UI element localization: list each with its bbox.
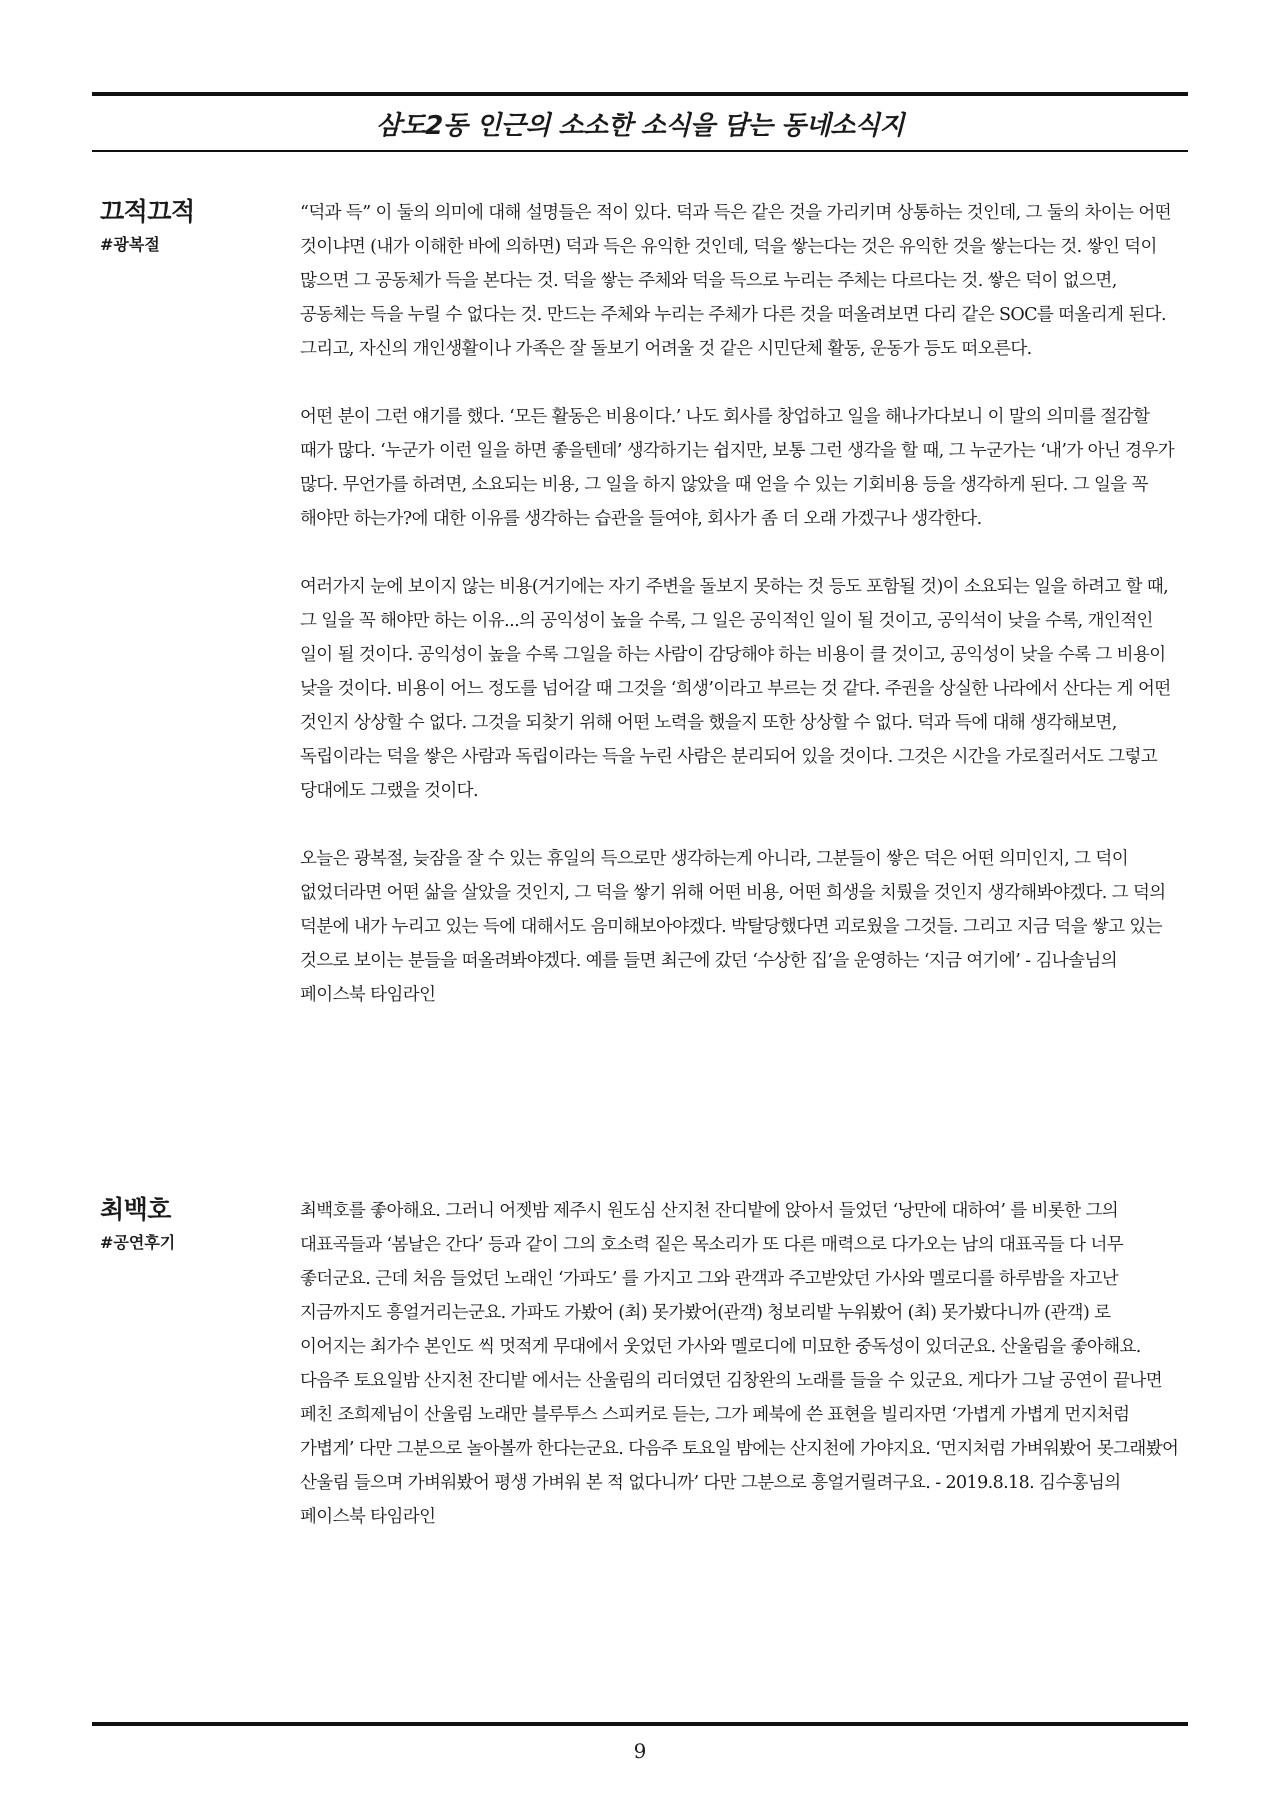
header-bottom-rule	[92, 150, 1188, 152]
header-top-rule	[92, 92, 1188, 96]
section-side	[100, 1194, 280, 1256]
section-hashtag: #광복절	[100, 235, 160, 254]
body-paragraph: 오늘은 광복절, 늦잠을 잘 수 있는 휴일의 득으로만 생각하는게 아니라, 그분들이 쌓은 덕은 어떤 의미인지, 그 덕이 없었더라면 어떤 삶을 살았을 것인지, 그 덕을 쌓기 위해 어떤 비용, 어떤 희생을 치뤘을 것인지 생각해봐야겠다. 그 덕의 덕분에 내가 누리고 있는 득에 대해서도 음미해보아야겠다. 박탈당했다면 괴로웠을 그것들. 그리고 지금 덕을 쌓고 있는 것으로 보이는 분들을 떠올려봐야겠다. 예를 들면 최근에 갔던 ‘수상한 집’을 운영하는 ‘지금 여기에’ - 김나솔님의 페이스북 타임라인	[300, 849, 1166, 1005]
section-body	[300, 196, 1180, 1012]
section-title: 최백호	[100, 1195, 171, 1224]
body-paragraph: 어떤 분이 그런 얘기를 했다. ‘모든 활동은 비용이다.’ 나도 회사를 창업하고 일을 해나가다보니 이 말의 의미를 절감할 때가 많다. ‘누군가 이런 일을 하면 좋을텐데’ 생각하기는 쉽지만, 보통 그런 생각을 할 때, 그 누군가는 ‘내’가 아닌 경우가 많다. 무언가를 하려면, 소요되는 비용, 그 일을 하지 않았을 때 얻을 수 있는 기회비용 등을 생각하게 된다. 그 일을 꼭 해야만 하는가?에 대한 이유를 생각하는 습관을 들여야, 회사가 좀 더 오래 가겠구나 생각한다.	[300, 407, 1175, 529]
section-side	[100, 196, 280, 258]
body-paragraph: 최백호를 좋아해요. 그러니 어젯밤 제주시 원도심 산지천 잔디밭에 앉아서 들었던 ‘낭만에 대하여’ 를 비롯한 그의 대표곡들과 ‘봄날은 간다’ 등과 같이 그의 호소력 짙은 목소리가 또 다른 매력으로 다가오는 남의 대표곡들 다 너무 좋더군요. 근데 처음 들었던 노래인 ‘가파도’ 를 가지고 그와 관객과 주고받았던 가사와 멜로디를 하루밤을 자고난 지금까지도 흥얼거리는군요. 가파도 가봤어 (최) 못가봤어(관객) 청보리밭 누워봤어 (최) 못가봤다니까 (관객) 로 이어지는 최가수 본인도 씩 멋적게 무대에서 웃었던 가사와 멜로디에 미묘한 중독성이 있더군요. 산울림을 좋아해요. 다음주 토요일밤 산지천 잔디밭 에서는 산울림의 리더였던 김창완의 노래를 들을 수 있군요. 게다가 그날 공연이 끝나면 페친 조희제님이 산울림 노래만 블루투스 스피커로 듣는, 그가 페북에 쓴 표현을 빌리자면 ‘가볍게 가볍게 먼지처럼 가볍게’ 다만 그분으로 놀아볼까 한다는군요. 다음주 토요일 밤에는 산지천에 가야지요. ‘먼지처럼 가벼워봤어 못그래봤어 산울림 들으며 가벼워봤어 평생 가벼워 본 적 없다니까’ 다만 그분으로 흥얼거릴려구요. - 2019.8.18. 김수홍님의 페이스북 타임라인	[300, 1201, 1179, 1527]
newsletter-title: 삼도2동 인근의 소소한 소식을 담는 동네소식지	[375, 111, 905, 141]
body-paragraph: 여러가지 눈에 보이지 않는 비용(거기에는 자기 주변을 돌보지 못하는 것 등도 포함될 것)이 소요되는 일을 하려고 할 때, 그 일을 꼭 해야만 하는 이유...의 공익성이 높을 수록, 그 일은 공익적인 일이 될 것이고, 공익석이 낮을 수록, 개인적인 일이 될 것이다. 공익성이 높을 수록 그일을 하는 사람이 감당해야 하는 비용이 클 것이고, 공익성이 낮을 수록 그 비용이 낮을 것이다. 비용이 어느 정도를 넘어갈 때 그것을 ‘희생’이라고 부르는 것 같다. 주권을 상실한 나라에서 산다는 게 어떤 것인지 상상할 수 없다. 그것을 되찾기 위해 어떤 노력을 했을지 또한 상상할 수 없다. 덕과 득에 대해 생각해보면, 독립이라는 덕을 쌓은 사람과 독립이라는 득을 누린 사람은 분리되어 있을 것이다. 그것은 시간을 가로질러서도 그렇고 당대에도 그랬을 것이다.	[300, 577, 1171, 801]
section-body	[300, 1194, 1180, 1534]
footer-rule	[92, 1722, 1188, 1726]
section-title: 끄적끄적	[100, 197, 195, 226]
body-paragraph: “덕과 득” 이 둘의 의미에 대해 설명들은 적이 있다. 덕과 득은 같은 것을 가리키며 상통하는 것인데, 그 둘의 차이는 어떤 것이냐면 (내가 이해한 바에 의하면) 덕과 득은 유익한 것인데, 덕을 쌓는다는 것은 유익한 것을 쌓는다는 것. 쌓인 덕이 많으면 그 공동체가 득을 본다는 것. 덕을 쌓는 주체와 덕을 득으로 누리는 주체는 다르다는 것. 쌓은 덕이 없으면, 공동체는 득을 누릴 수 없다는 것. 만드는 주체와 누리는 주체가 다른 것을 떠올려보면 다리 같은 SOC를 떠올리게 된다. 그리고, 자신의 개인생활이나 가족은 잘 돌보기 어려울 것 같은 시민단체 활동, 운동가 등도 떠오른다.	[300, 203, 1171, 359]
section-hashtag: #공연후기	[100, 1233, 176, 1252]
page-number: 9	[633, 1739, 647, 1763]
